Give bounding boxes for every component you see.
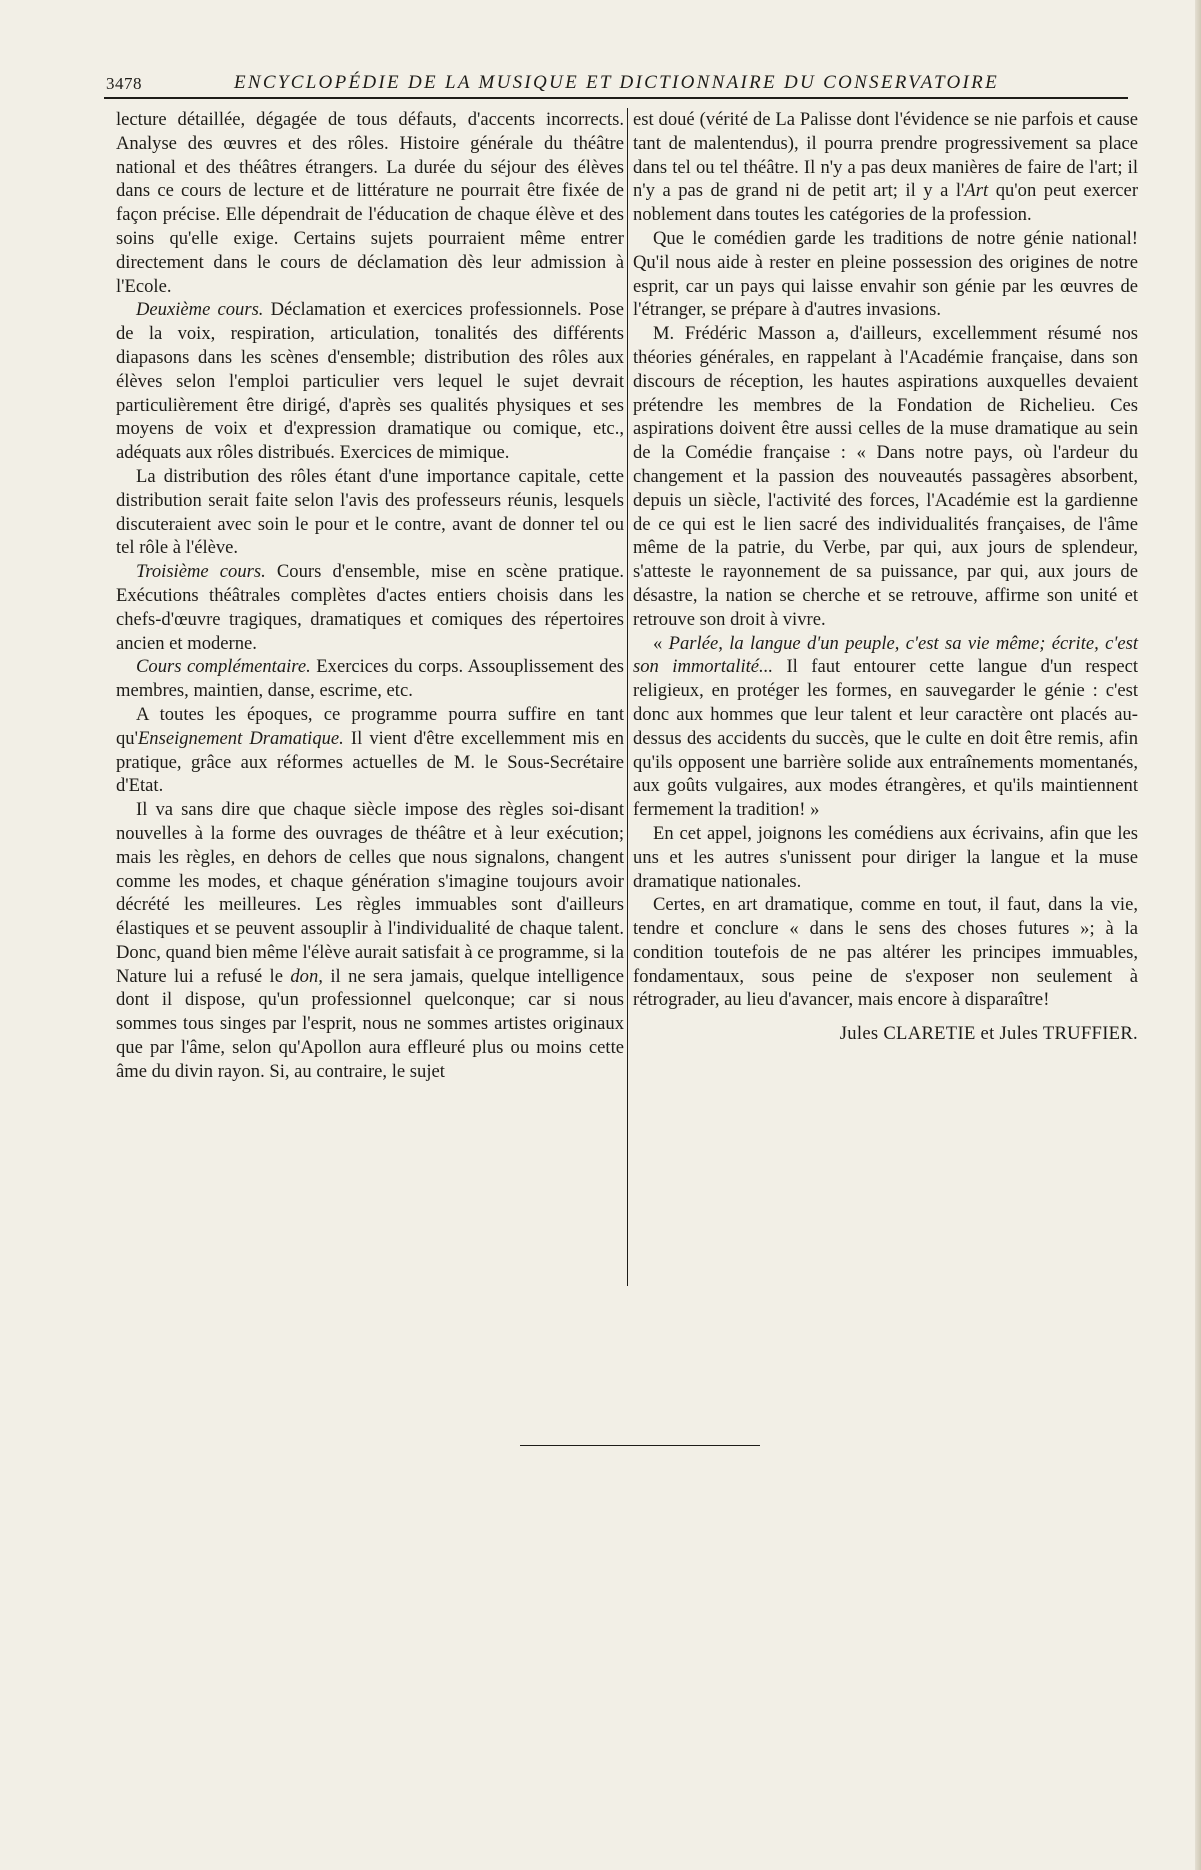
paragraph: La distribution des rôles étant d'une importance capitale, cette distribution serait faite selon l'avis des professeurs réunis, lesquels discuteraient avec soin le pour et le contre, avant de donner tel ou tel rôle à l'élève. bbox=[116, 465, 624, 559]
paragraph: Il va sans dire que chaque siècle impose des règles soi-disant nouvelles à la forme des ouvrages de théâtre et à leur exécution; mais les règles, en dehors de celles que nous signalons, changent comme les modes, et chaque génération s'imagine toujours avoir décrété les meilleures. Les règles immuables sont d'ailleurs élastiques et se peuvent assouplir à l'individualité de chaque talent. Donc, quand bien même l'élève aurait satisfait à ce programme, si la Nature lui a refusé le don, il ne sera jamais, quelque intelligence dont il dispose, qu'un professionnel quelconque; car si nous sommes tous singes par l'esprit, nous ne sommes artistes originaux que par l'âme, selon qu'Apollon aura effleuré plus ou moins cette âme du divin rayon. Si, au contraire, le sujet bbox=[116, 799, 624, 1082]
paragraph: est doué (vérité de La Palisse dont l'évidence se nie parfois et cause tant de malentendus), il pourra prendre progressivement sa place dans tel ou tel théâtre. Il n'y a pas deux manières de faire de l'art; il n'y a pas de grand ni de petit art; il y a l'Art qu'on peut exercer noblement dans toutes les catégories de la profession. bbox=[633, 109, 1139, 226]
right-column bbox=[633, 108, 1138, 1046]
course-heading: Troisième cours. bbox=[136, 561, 266, 583]
paragraph: Troisième cours. Cours d'ensemble, mise en scène pratique. Exécutions théâtrales complètes d'actes entiers choisis dans les chefs-d'œuvre tragiques, dramatiques et comiques des répertoires ancien et moderne. bbox=[116, 561, 624, 654]
paragraph: Que le comédien garde les traditions de notre génie national! Qu'il nous aide à rester en pleine possession des origines de notre esprit, car un pays qui laisse envahir son génie par les œuvres de l'étranger, se prépare à d'autres invasions. bbox=[633, 227, 1138, 321]
quotation: Parlée, la langue d'un peuple, c'est sa vie même; écrite, c'est son immortalité... bbox=[633, 632, 1139, 678]
running-title: ENCYCLOPÉDIE DE LA MUSIQUE ET DICTIONNAIRE DU CONSERVATOIRE bbox=[234, 72, 999, 93]
page-header bbox=[104, 70, 1128, 98]
author-signature: Jules CLARETIE et Jules TRUFFIER. bbox=[839, 1023, 1138, 1045]
paragraph: En cet appel, joignons les comédiens aux écrivains, afin que les uns et les autres s'unissent pour diriger la langue et la muse dramatique nationales. bbox=[633, 822, 1138, 892]
header-rule bbox=[104, 97, 1128, 99]
paragraph: lecture détaillée, dégagée de tous défauts, d'accents incorrects. Analyse des œuvres et des rôles. Histoire générale du théâtre national et des théâtres étrangers. La durée du séjour des élèves dans ce cours de lecture et de littérature ne pourrait être fixée de façon précise. Elle dépendrait de l'éducation de chaque élève et des soins qu'elle exige. Certains sujets pourraient même entrer directement dans le cours de déclamation dès leur admission à l'Ecole. bbox=[116, 109, 624, 297]
column-divider bbox=[627, 108, 628, 1286]
paragraph: Certes, en art dramatique, comme en tout, il faut, dans la vie, tendre et conclure « dans le sens des choses futures »; à la condition toutefois de ne pas altérer les principes immuables, fondamentaux, sous peine de s'exposer non seulement à rétrograder, au lieu d'avancer, mais encore à disparaître! bbox=[633, 894, 1138, 1011]
paragraph: Cours complémentaire. Exercices du corps. Assouplissement des membres, maintien, danse, escrime, etc. bbox=[116, 656, 624, 702]
paragraph: « Parlée, la langue d'un peuple, c'est sa vie même; écrite, c'est son immortalité... Il faut entourer cette langue d'un respect religieux, en protéger les formes, en sauvegarder le génie : c'est donc aux hommes que leur talent et leur caractère ont placés au-dessus des accidents du succès, que le culte en doit être remis, afin qu'ils opposent une barrière solide aux entraînements momentanés, aux goûts vulgaires, aux modes étrangères, et qu'ils maintiennent fermement la tradition! » bbox=[633, 632, 1139, 821]
paragraph: Deuxième cours. Déclamation et exercices professionnels. Pose de la voix, respiration, articulation, tonalités des différents diapasons dans les scènes d'ensemble; distribution des rôles aux élèves selon l'emploi particulier vers lequel le sujet devrait particulièrement être dirigé, d'après ses qualités physiques et ses moyens de voix et d'expression dramatique ou comique, etc., adéquats aux rôles distribués. Exercices de mimique. bbox=[116, 299, 624, 464]
page-number: 3478 bbox=[106, 74, 142, 93]
left-column bbox=[116, 108, 624, 1084]
paragraph: M. Frédéric Masson a, d'ailleurs, excellemment résumé nos théories générales, en rappelant à l'Académie française, dans son discours de réception, les hautes aspirations auxquelles devaient prétendre les membres de la Fondation de Richelieu. Ces aspirations doivent être aussi celles de la muse dramatique au sein de la Comédie française : « Dans notre pays, où l'ardeur du changement et la passion des nouveautés passagères absorbent, depuis un siècle, l'activité des forces, l'Académie est la gardienne de ce qui est le lien sacré des individualités françaises, de l'âme même de la patrie, du Verbe, par qui, aux jours de splendeur, s'atteste le rayonnement de sa puissance, par qui, aux jours de désastre, la nation se cherche et se retrouve, affirme son unité et retrouve son droit à vivre. bbox=[633, 323, 1138, 630]
end-rule bbox=[520, 1445, 760, 1446]
paragraph: A toutes les époques, ce programme pourra suffire en tant qu'Enseignement Dramatique. Il vient d'être excellemment mis en pratique, grâce aux réformes actuelles de M. le Sous-Secrétaire d'Etat. bbox=[116, 703, 624, 797]
course-heading: Cours complémentaire. bbox=[136, 656, 311, 678]
page-edge-shadow bbox=[1195, 0, 1201, 1870]
course-heading: Deuxième cours. bbox=[136, 299, 264, 321]
